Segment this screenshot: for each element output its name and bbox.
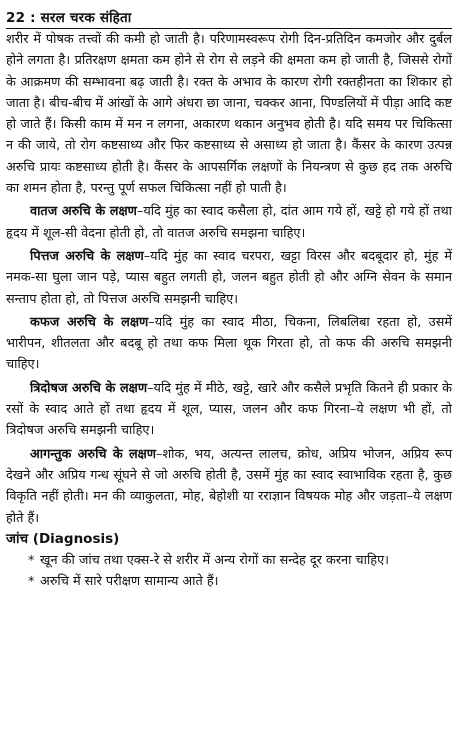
agantuk-text: –शोक, भय, अत्यन्त लालच, क्रोध, अप्रिय भोजन, अप्रिय रूप देखने और अप्रिय गन्ध सूंघने से जो अरुचि होती है, उसमें मुंह का स्वाद स्वाभाविक रहता है, कुछ विकृति नहीं होती। मन की व्याकुलता, मोह, बेहोशी या रराज्ञान विषयक मोह और जड़ता–ये लक्षण होते हैं। [6, 446, 452, 526]
kaphaj-section [6, 312, 452, 376]
page-header-label: 22 : सरल चरक संहिता [6, 10, 132, 26]
bullet-star-icon: * [28, 553, 35, 569]
tridosh-term: त्रिदोषज अरुचि के लक्षण [30, 380, 148, 396]
header-rule [6, 28, 452, 29]
diagnosis-item [6, 550, 452, 571]
diagnosis-heading: जांच (Diagnosis) [6, 530, 120, 547]
pittaj-term: पित्तज अरुचि के लक्षण [30, 248, 144, 264]
bullet-star-icon: * [28, 574, 35, 590]
kaphaj-term: कफज अरुचि के लक्षण [30, 314, 149, 330]
pittaj-text: –यदि मुंह का स्वाद चरपरा, खट्टा विरस और बदबूदार हो, मुंह में नमक-सा घुला जान पड़े, प्यास बहुत लगती हो, जलन बहुत होती हो और अग्नि सेवन के समान सन्ताप होता हो, तो पित्तज अरुचि समझनी चाहिए। [6, 248, 452, 307]
vataj-text: –यदि मुंह का स्वाद कसैला हो, दांत आम गये हों, खट्टे हो गये हों तथा हृदय में शूल-सी वेदना होती हो, तो वातज अरुचि समझना चाहिए। [6, 204, 452, 241]
pittaj-section [6, 246, 452, 310]
tridosh-section [6, 378, 452, 442]
diagnosis-item-text: अरुचि में सारे परीक्षण सामान्य आते हैं। [40, 574, 219, 590]
kaphaj-text: –यदि मुंह का स्वाद मीठा, चिकना, लिबलिबा रहता हो, उसमें भारीपन, शीतलता और बदबू हो तथा कफ मिला थूक गिरता हो, तो कफ की अरुचि समझनी चाहिए। [6, 314, 452, 373]
vataj-section [6, 201, 452, 244]
agantuk-section [6, 444, 452, 529]
diagnosis-item [6, 571, 452, 592]
tridosh-text: –यदि मुंह में मीठे, खट्टे, खारे और कसैले प्रभृति कितने ही प्रकार के रसों के स्वाद आते हों तथा हृदय में शूल, प्यास, जलन और कफ गिरना–ये लक्षण भी हों, तो त्रिदोषज अरुचि समझनी चाहिए। [6, 380, 453, 439]
vataj-term: वातज अरुचि के लक्षण [30, 204, 137, 220]
agantuk-term: आगन्तुक अरुचि के लक्षण [30, 446, 157, 462]
page-body [6, 29, 452, 593]
page-header [6, 3, 452, 29]
intro-paragraph: शरीर में पोषक तत्त्वों की कमी हो जाती है। परिणामस्वरूप रोगी दिन-प्रतिदिन कमजोर और दुर्बल होने लगता है। प्रतिरक्षण क्षमता कम होने से रोग से लड़ने की क्षमता कम हो जाती है, जिससे रोगों के आक्रमण की सम्भावना बढ़ जाती है। रक्त के अभाव के कारण रोगी रक्तहीनता का शिकार हो जाता है। बीच-बीच में आंखों के आगे अंधरा छा जाना, चक्कर आना, पिण्डलियों में पीड़ा आदि कष्ट हो जाते हैं। किसी काम में मन न लगना, अकारण थकान अनुभव होती है। यदि समय पर चिकित्सा न की जाये, तो रोग कष्टसाध्य और फिर कष्टसाध्य से असाध्य हो जाता है। कैंसर के कारण उत्पन्न अरुचि प्रायः कष्टसाध्य होती है। कैंसर के आपसर्गिक लक्षणों के नियन्त्रण से कुछ हद तक अरुचि का शमन होता है, परन्तु पूर्ण सफल चिकित्सा नहीं हो पाती है। [6, 32, 452, 197]
diagnosis-item-text: खून की जांच तथा एक्स-रे से शरीर में अन्य रोगों का सन्देह दूर करना चाहिए। [40, 553, 390, 569]
